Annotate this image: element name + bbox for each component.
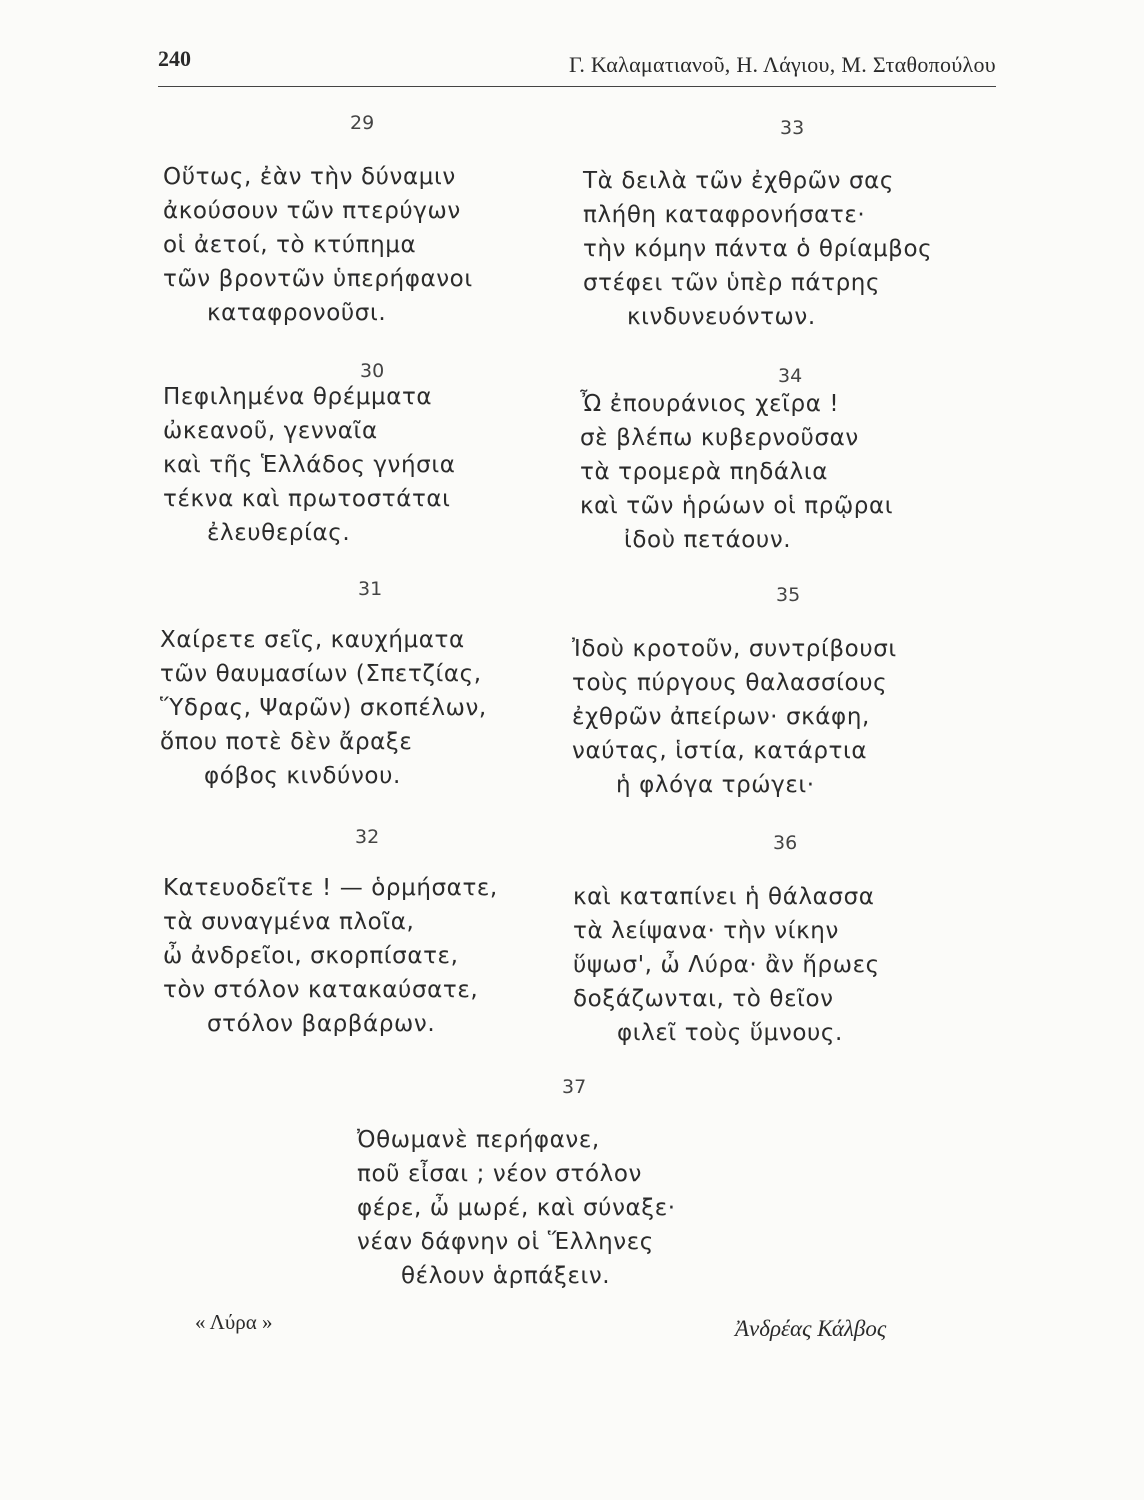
stanza-verse xyxy=(572,632,897,802)
verse-line: καὶ τῶν ἡρώων οἱ πρῷραι xyxy=(580,493,894,519)
stanza-number: 36 xyxy=(773,832,798,854)
verse-line: τὰ λείψανα· τὴν νίκην xyxy=(573,918,839,944)
source-note: « Λύρα » xyxy=(195,1310,273,1334)
stanza-verse xyxy=(583,164,932,334)
verse-line: πλήθη καταφρονήσατε· xyxy=(583,202,866,228)
stanza-number: 30 xyxy=(360,360,385,382)
verse-line: τῶν θαυμασίων (Σπετζίας, xyxy=(160,661,482,687)
verse-line: τέκνα καὶ πρωτοστάται xyxy=(163,486,451,512)
verse-line: κινδυνευόντων. xyxy=(627,304,816,330)
verse-line: στόλον βαρβάρων. xyxy=(207,1011,436,1037)
verse-line: ναύτας, ἱστία, κατάρτια xyxy=(572,738,868,764)
verse-line: ὕψωσ', ὦ Λύρα· ἂν ἥρωες xyxy=(573,952,880,978)
stanza-verse xyxy=(580,387,893,557)
stanza-number: 29 xyxy=(350,112,375,134)
verse-line: Οὕτως, ἐὰν τὴν δύναμιν xyxy=(163,164,456,190)
verse-line: τὴν κόμην πάντα ὁ θρίαμβος xyxy=(583,236,933,262)
verse-line: καταφρονοῦσι. xyxy=(207,300,387,326)
verse-line: τῶν βροντῶν ὑπερήφανοι xyxy=(163,266,473,292)
verse-line: Χαίρετε σεῖς, καυχήματα xyxy=(160,627,465,653)
verse-line: Πεφιλημένα θρέμματα xyxy=(163,384,433,410)
stanza-verse xyxy=(163,871,498,1041)
verse-line: ἰδοὺ πετάουν. xyxy=(624,527,792,553)
verse-line: τὰ τρομερὰ πηδάλια xyxy=(580,459,828,485)
verse-line: ὅπου ποτὲ δὲν ἄραξε xyxy=(160,729,413,755)
stanza-number: 31 xyxy=(358,578,383,600)
verse-line: φόβος κινδύνου. xyxy=(204,763,401,789)
stanza-verse xyxy=(357,1123,676,1293)
verse-line: τοὺς πύργους θαλασσίους xyxy=(572,670,888,696)
stanza-verse xyxy=(163,380,456,550)
verse-line: Ὀθωμανὲ περήφανε, xyxy=(357,1127,600,1153)
verse-line: Ὕδρας, Ψαρῶν) σκοπέλων, xyxy=(160,695,487,721)
stanza-verse xyxy=(573,880,880,1050)
author-name: Ἀνδρέας Κάλβος xyxy=(735,1316,887,1341)
verse-line: ὠκεανοῦ, γενναῖα xyxy=(163,418,378,444)
verse-line: καὶ τῆς Ἑλλάδος γνήσια xyxy=(163,452,456,478)
stanza-verse xyxy=(163,160,473,330)
verse-line: νέαν δάφνην οἱ Ἕλληνες xyxy=(357,1229,654,1255)
verse-line: Κατευοδεῖτε ! — ὁρμήσατε, xyxy=(163,875,498,901)
verse-line: τὰ συναγμένα πλοῖα, xyxy=(163,909,415,935)
stanza-verse xyxy=(160,623,487,793)
verse-line: τὸν στόλον κατακαύσατε, xyxy=(163,977,479,1003)
verse-line: θέλουν ἁρπάξειν. xyxy=(401,1263,611,1289)
page-number: 240 xyxy=(158,46,191,71)
verse-line: ἀκούσουν τῶν πτερύγων xyxy=(163,198,461,224)
verse-line: καὶ καταπίνει ἡ θάλασσα xyxy=(573,884,875,910)
verse-line: Ἰδοὺ κροτοῦν, συντρίβουσι xyxy=(572,636,897,662)
stanza-number: 32 xyxy=(355,826,380,848)
stanza-number: 34 xyxy=(778,365,803,387)
verse-line: ἡ φλόγα τρώγει· xyxy=(616,772,815,798)
verse-line: Ὦ ἐπουράνιος χεῖρα ! xyxy=(580,391,840,417)
page-header xyxy=(158,44,996,87)
verse-line: σὲ βλέπω κυβερνοῦσαν xyxy=(580,425,859,451)
verse-line: στέφει τῶν ὑπὲρ πάτρης xyxy=(583,270,881,296)
verse-line: ἐλευθερίας. xyxy=(207,520,351,546)
verse-line: ποῦ εἶσαι ; νέον στόλον xyxy=(357,1161,642,1187)
verse-line: ὦ ἀνδρεῖοι, σκορπίσατε, xyxy=(163,943,459,969)
stanza-number: 35 xyxy=(776,584,801,606)
verse-line: ἐχθρῶν ἀπείρων· σκάφη, xyxy=(572,704,870,730)
verse-line: φέρε, ὦ μωρέ, καὶ σύναξε· xyxy=(357,1195,676,1221)
verse-line: φιλεῖ τοὺς ὕμνους. xyxy=(617,1020,843,1046)
stanza-number: 37 xyxy=(562,1076,587,1098)
running-head: Γ. Καλαματιανοῦ, Η. Λάγιου, Μ. Σταθοπούλου xyxy=(568,52,996,77)
verse-line: δοξάζωνται, τὸ θεῖον xyxy=(573,986,834,1012)
verse-line: οἱ ἀετοί, τὸ κτύπημα xyxy=(163,232,417,258)
stanza-number: 33 xyxy=(780,117,805,139)
verse-line: Τὰ δειλὰ τῶν ἐχθρῶν σας xyxy=(583,168,895,194)
